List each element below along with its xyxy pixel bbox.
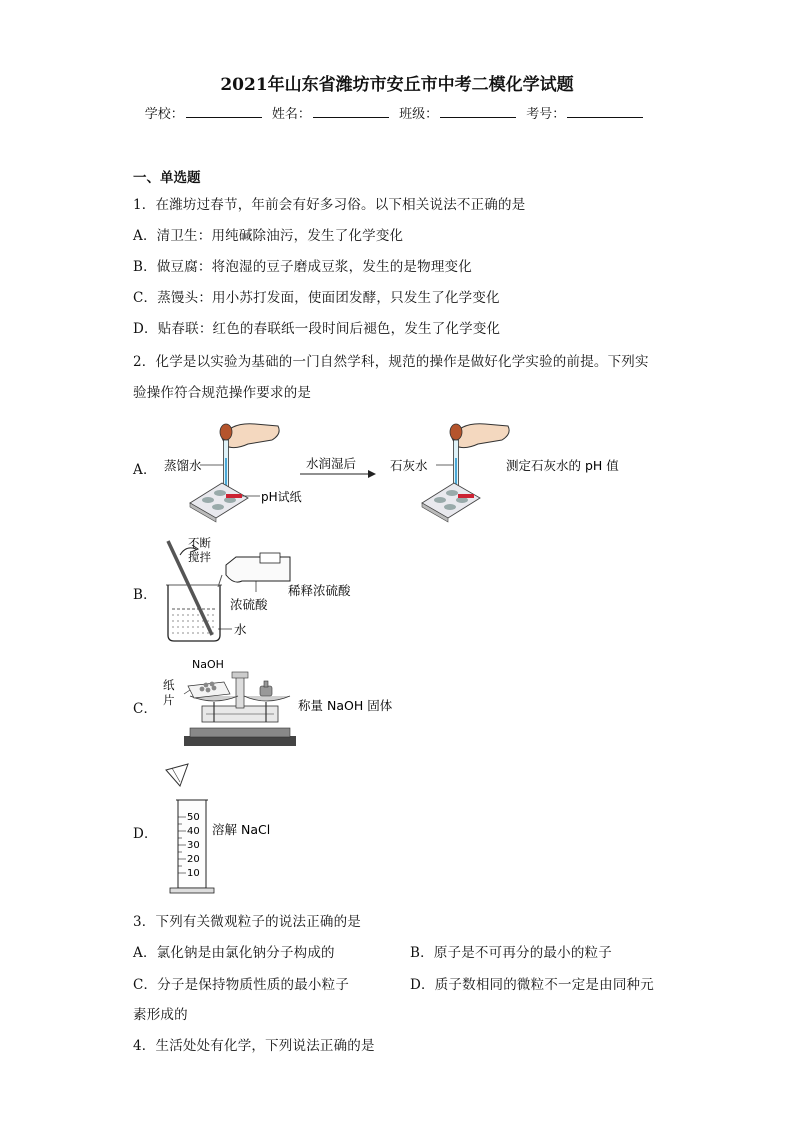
graduated-cylinder	[170, 800, 214, 893]
dilute-caption: 稀释浓硫酸	[288, 583, 351, 598]
q3-option-d-cont: 素形成的	[133, 1007, 188, 1023]
name-blank[interactable]	[313, 106, 389, 118]
q1-option-b: B．做豆腐：将泡湿的豆子磨成豆浆，发生的是物理变化	[133, 259, 472, 275]
q2-stem-line2: 验操作符合规范操作要求的是	[133, 385, 312, 401]
tick-10: 10	[187, 868, 200, 879]
school-blank[interactable]	[186, 106, 262, 118]
funnel-paper	[166, 764, 188, 786]
class-blank[interactable]	[440, 106, 516, 118]
q1-option-c: C．蒸馒头：用小苏打发面，使面团发酵，只发生了化学变化	[133, 290, 500, 306]
stir-label-2: 搅拌	[188, 550, 211, 564]
lime-water-label: 石灰水	[390, 458, 428, 473]
name-label: 姓名：	[271, 107, 311, 122]
spot-plate-left	[190, 483, 248, 522]
hand-dropper-right	[450, 424, 509, 492]
q2-stem-line1: 2．化学是以实验为基础的一门自然学科，规范的操作是做好化学实验的前提。下列实	[133, 354, 649, 370]
balance	[184, 672, 296, 746]
tick-50: 50	[187, 812, 200, 823]
q3-stem: 3．下列有关微观粒子的说法正确的是	[133, 914, 361, 930]
tick-40: 40	[187, 826, 200, 837]
q3-option-a: A．氯化钠是由氯化钠分子构成的	[133, 945, 335, 961]
dissolve-caption: 溶解 NaCl	[212, 822, 271, 837]
paper-label-1: 纸	[163, 678, 175, 692]
water-label: 水	[234, 622, 247, 637]
q3-option-b: B．原子是不可再分的最小的粒子	[410, 945, 612, 961]
ph-test-figure	[160, 410, 660, 525]
student-info-line	[0, 103, 794, 122]
section-heading: 一、单选题	[133, 170, 201, 186]
q2-a-label: A．	[133, 462, 157, 478]
distilled-water-label: 蒸馏水	[164, 458, 202, 473]
q3-option-c: C．分子是保持物质性质的最小粒子	[133, 977, 350, 993]
q2-c-label: C．	[133, 701, 158, 717]
cylinder-figure	[160, 762, 300, 896]
q3-option-d: D．质子数相同的微粒不一定是由同种元	[410, 977, 654, 993]
paper-label-2: 片	[163, 693, 175, 707]
school-label: 学校：	[144, 107, 184, 122]
weigh-caption: 称量 NaOH 固体	[298, 698, 393, 713]
q4-stem: 4．生活处处有化学，下列说法正确的是	[133, 1038, 375, 1054]
q2-d-label: D．	[133, 826, 158, 842]
exam-no-blank[interactable]	[567, 106, 643, 118]
hand-dropper-left	[220, 424, 279, 492]
tick-20: 20	[187, 854, 200, 865]
dilute-acid-figure	[160, 535, 420, 647]
page-title: 2021年山东省潍坊市安丘市中考二模化学试题	[220, 75, 574, 95]
q2-b-label: B．	[133, 587, 157, 603]
ph-paper-label: pH试纸	[261, 490, 302, 504]
q1-stem: 1．在潍坊过春节，年前会有好多习俗。以下相关说法不正确的是	[133, 197, 526, 213]
ph-caption: 测定石灰水的 pH 值	[506, 458, 619, 473]
acid-bottle	[218, 553, 290, 587]
balance-figure	[160, 656, 430, 751]
q1-option-d: D．贴春联：红色的春联纸一段时间后褪色，发生了化学变化	[133, 321, 501, 337]
q1-option-a: A．清卫生：用纯碱除油污，发生了化学变化	[133, 228, 404, 244]
exam-no-label: 考号：	[526, 107, 566, 122]
arrow-label: 水润湿后	[306, 456, 357, 471]
spot-plate-right	[422, 483, 480, 522]
stir-label-1: 不断	[188, 536, 211, 550]
tick-30: 30	[187, 840, 200, 851]
conc-acid-label: 浓硫酸	[230, 597, 268, 612]
naoh-label: NaOH	[192, 658, 224, 671]
class-label: 班级：	[399, 107, 439, 122]
